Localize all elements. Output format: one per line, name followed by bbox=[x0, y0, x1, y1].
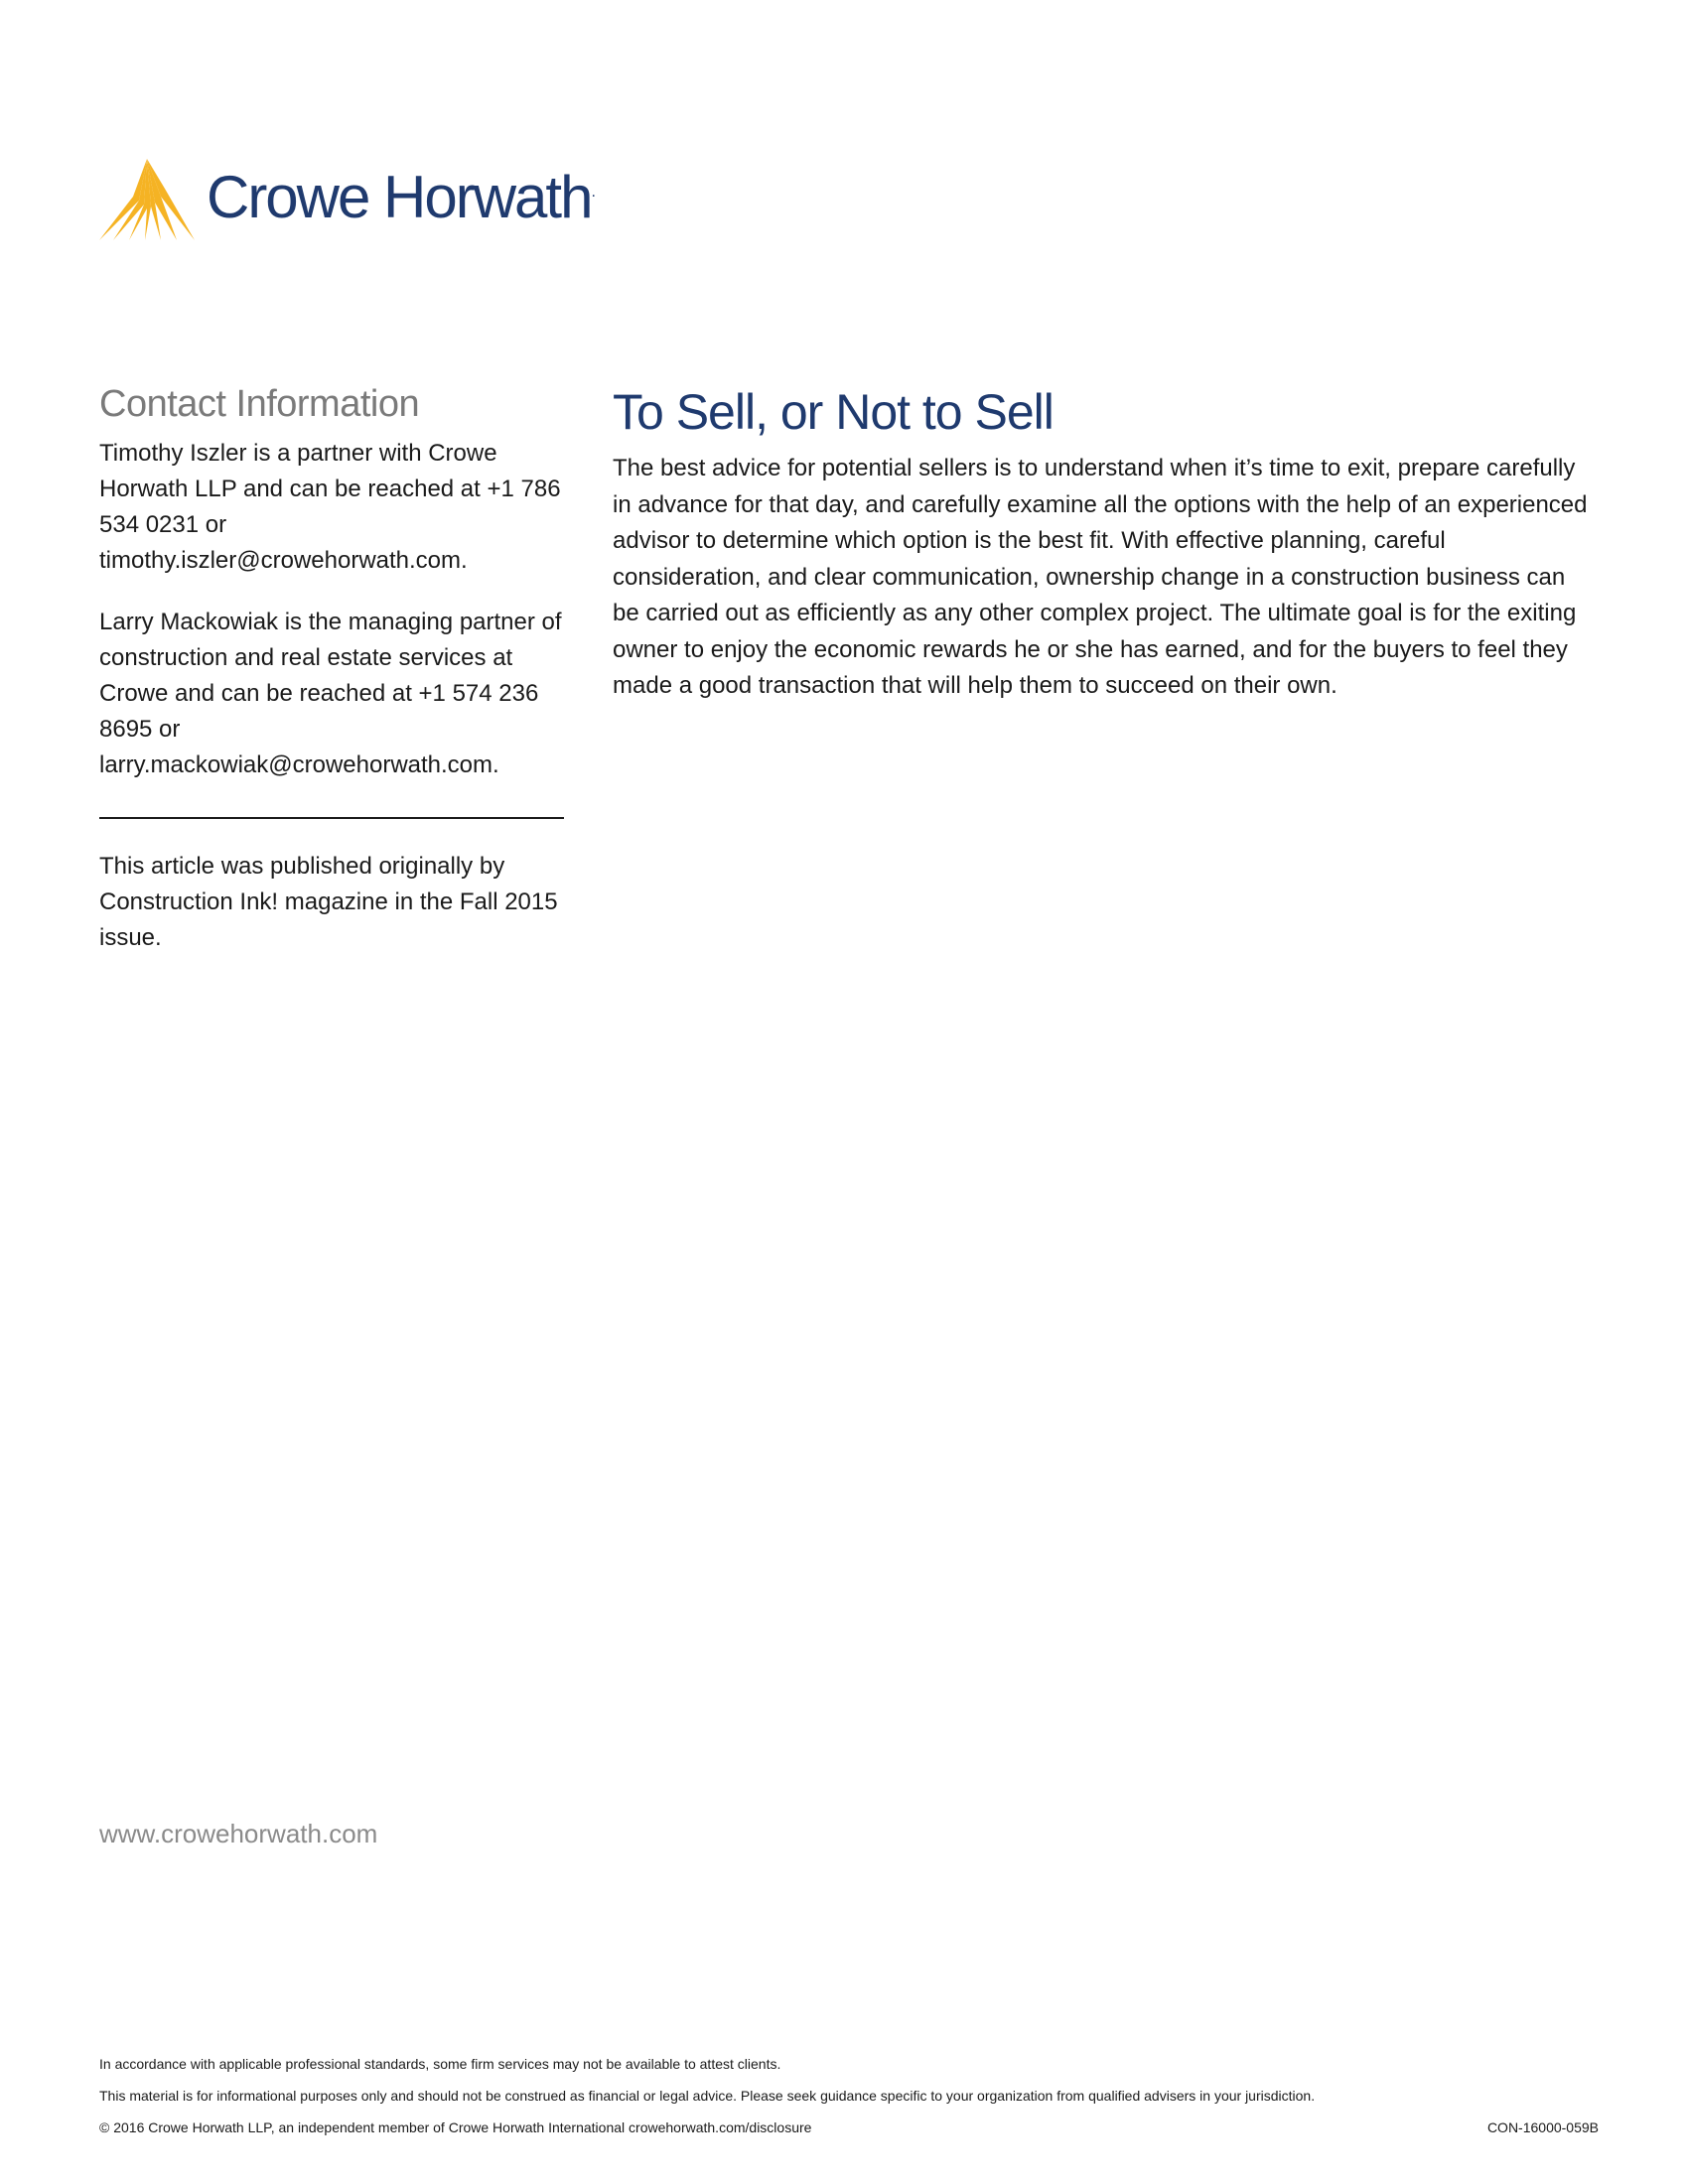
article-title: To Sell, or Not to Sell bbox=[613, 384, 1054, 440]
article-body: The best advice for potential sellers is to understand when it’s time to exit, prepare carefully in advance for that day, and carefully examine all the options with the help of an experienced advisor to determine which option is the best fit. With effective planning, careful consideration, and clear communication, ownership change in a construction business can be carried out as efficiently as any other complex project. The ultimate goal is for the exiting owner to enjoy the economic rewards he or she has earned, and for the buyers to feel they made a good transaction that will help them to succeed on their own. bbox=[613, 455, 1588, 699]
footer-attest-notice: In accordance with applicable professional standards, some firm services may not be available to attest clients. bbox=[99, 2056, 781, 2072]
contact-paragraph-mackowiak: Larry Mackowiak is the managing partner of construction and real estate services at Crowe and can be reached at +1 574 236 8695 or larry.mackowiak@crowehorwath.com. bbox=[99, 609, 562, 778]
footer-copyright: © 2016 Crowe Horwath LLP, an independent member of Crowe Horwath International crowehorwath.com/disclosure bbox=[99, 2119, 812, 2135]
contact-sidebar bbox=[99, 383, 566, 982]
brand-reg-mark: . bbox=[591, 184, 596, 201]
footer-disclaimer: This material is for informational purposes only and should not be construed as financial or legal advice. Please seek guidance specific to your organization from qualified advisers in your jurisdiction. bbox=[99, 2088, 1316, 2104]
brand-wordmark bbox=[207, 163, 596, 231]
legal-footer bbox=[99, 2055, 1599, 2150]
publication-note: This article was published originally by Construction Ink! magazine in the Fall 2015 issue. bbox=[99, 853, 558, 951]
contact-paragraph-iszler: Timothy Iszler is a partner with Crowe Horwath LLP and can be reached at +1 786 534 0231 or timothy.iszler@crowehorwath.com. bbox=[99, 440, 561, 574]
crowe-horwath-sunburst-icon bbox=[99, 159, 195, 240]
article-conclusion bbox=[613, 383, 1596, 705]
footer-doc-code: CON-16000-059B bbox=[1486, 2119, 1599, 2135]
brand-name: Crowe Horwath bbox=[207, 164, 592, 230]
website-link[interactable]: www.crowehorwath.com bbox=[99, 1819, 378, 1848]
footer-copyright-row bbox=[99, 2118, 1599, 2150]
sidebar-divider bbox=[99, 817, 564, 819]
contact-heading: Contact Information bbox=[99, 383, 420, 425]
